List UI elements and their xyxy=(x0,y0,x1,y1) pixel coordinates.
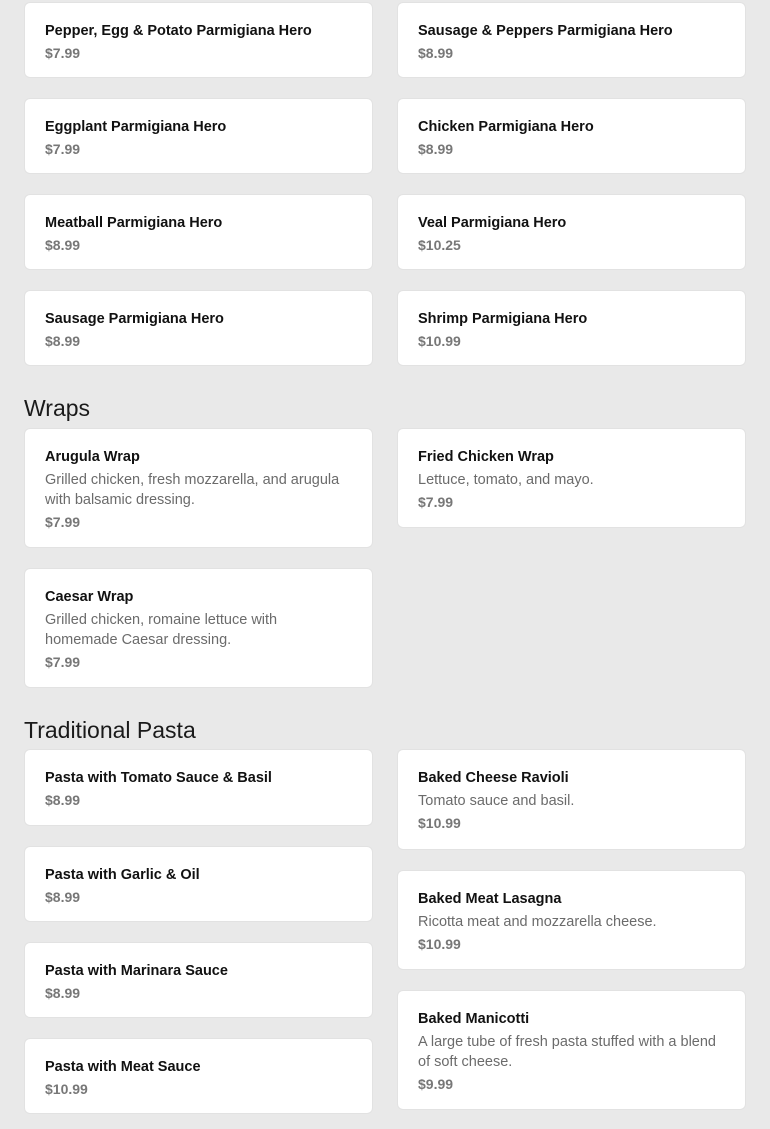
menu-item-card[interactable] xyxy=(397,870,746,970)
menu-item-name: Fried Chicken Wrap xyxy=(418,449,554,465)
menu-item-description: Ricotta meat and mozzarella cheese. xyxy=(418,914,657,930)
menu-item-name: Sausage Parmigiana Hero xyxy=(45,311,224,327)
menu-item-name: Baked Manicotti xyxy=(418,1011,530,1027)
menu-item-card[interactable] xyxy=(24,428,373,548)
menu-item-price: $7.99 xyxy=(418,494,454,510)
menu-item-card[interactable] xyxy=(397,290,746,366)
menu-item-card[interactable] xyxy=(24,749,373,826)
menu-item-name: Shrimp Parmigiana Hero xyxy=(418,311,588,327)
menu-item-name: Pasta with Marinara Sauce xyxy=(45,963,228,979)
menu-item-card[interactable] xyxy=(24,290,373,366)
menu-item-price: $10.99 xyxy=(418,815,461,831)
menu-item-price: $7.99 xyxy=(45,654,81,670)
menu-item-name: Eggplant Parmigiana Hero xyxy=(45,119,227,135)
menu-item-price: $7.99 xyxy=(45,514,81,530)
menu-item-card[interactable] xyxy=(397,428,746,528)
menu-item-price: $8.99 xyxy=(45,985,81,1001)
menu-item-name: Chicken Parmigiana Hero xyxy=(418,119,594,135)
menu-item-price: $10.99 xyxy=(418,936,461,952)
menu-item-card[interactable] xyxy=(397,749,746,850)
menu-item-price: $7.99 xyxy=(45,45,81,61)
menu-item-name: Veal Parmigiana Hero xyxy=(418,215,567,231)
menu-item-price: $8.99 xyxy=(418,141,454,157)
menu-item-card[interactable] xyxy=(397,2,746,78)
menu-item-card[interactable] xyxy=(24,846,373,922)
menu-item-name: Arugula Wrap xyxy=(45,449,140,465)
menu-item-name: Pasta with Garlic & Oil xyxy=(45,867,200,883)
menu-item-price: $8.99 xyxy=(45,889,81,905)
menu-item-name: Pasta with Tomato Sauce & Basil xyxy=(45,770,272,786)
menu-item-name: Sausage & Peppers Parmigiana Hero xyxy=(418,23,673,39)
menu-item-card[interactable] xyxy=(24,2,373,78)
menu-item-price: $8.99 xyxy=(45,792,81,808)
menu-item-price: $10.99 xyxy=(45,1081,88,1097)
menu-item-card[interactable] xyxy=(397,194,746,270)
menu-item-description: Grilled chicken, fresh mozzarella, and arugula with balsamic dressing. xyxy=(45,472,340,508)
menu-item-name: Pasta with Meat Sauce xyxy=(45,1059,201,1075)
menu-item-price: $8.99 xyxy=(45,237,81,253)
menu-item-card[interactable] xyxy=(397,98,746,174)
menu-item-name: Pepper, Egg & Potato Parmigiana Hero xyxy=(45,23,312,39)
menu-item-description: Lettuce, tomato, and mayo. xyxy=(418,472,594,488)
menu-item-name: Meatball Parmigiana Hero xyxy=(45,215,223,231)
menu-item-price: $7.99 xyxy=(45,141,81,157)
menu-item-name: Baked Meat Lasagna xyxy=(418,891,562,907)
menu-item-name: Baked Cheese Ravioli xyxy=(418,770,569,786)
menu-item-description: Tomato sauce and basil. xyxy=(418,793,575,809)
menu-item-description: Grilled chicken, romaine lettuce with homemade Caesar dressing. xyxy=(45,612,278,648)
menu-item-card[interactable] xyxy=(24,98,373,174)
menu-item-card[interactable] xyxy=(24,194,373,270)
menu-item-card[interactable] xyxy=(397,990,746,1110)
section-title-wraps: Wraps xyxy=(24,395,91,421)
section-title-traditional-pasta: Traditional Pasta xyxy=(24,717,196,743)
menu-item-price: $9.99 xyxy=(418,1076,454,1092)
menu-item-price: $10.99 xyxy=(418,333,461,349)
menu-item-price: $8.99 xyxy=(45,333,81,349)
menu-item-name: Caesar Wrap xyxy=(45,589,134,605)
menu-item-description: A large tube of fresh pasta stuffed with a blend of soft cheese. xyxy=(418,1034,716,1070)
menu-item-price: $8.99 xyxy=(418,45,454,61)
menu-item-card[interactable] xyxy=(24,568,373,688)
menu-item-card[interactable] xyxy=(24,1038,373,1114)
menu-item-price: $10.25 xyxy=(418,237,461,253)
menu-item-card[interactable] xyxy=(24,942,373,1018)
